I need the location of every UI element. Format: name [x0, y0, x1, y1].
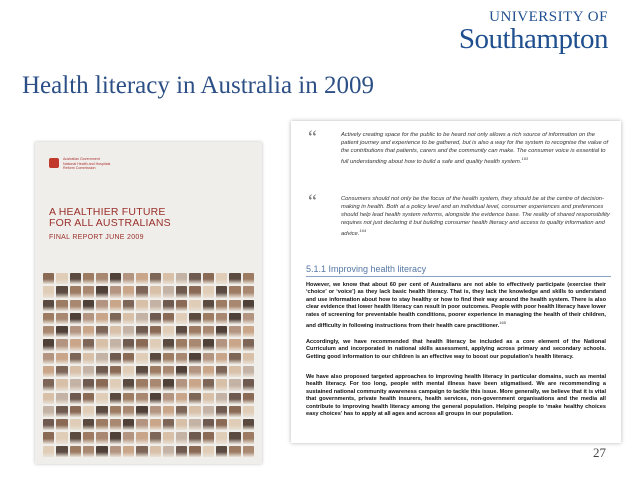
section-divider: [306, 276, 611, 277]
portrait-tile: [229, 313, 240, 324]
university-logo: [459, 10, 608, 53]
portrait-tile: [110, 326, 121, 337]
quote-1-ref: 163: [521, 156, 529, 161]
portrait-tile: [176, 393, 187, 404]
portrait-tile: [229, 393, 240, 404]
portrait-tile: [216, 366, 227, 377]
portrait-tile: [150, 432, 161, 443]
logo-southampton: Southampton: [458, 23, 608, 55]
portrait-tile: [189, 313, 200, 324]
portrait-tile: [176, 432, 187, 443]
quote-2: [341, 195, 611, 238]
portrait-tile: [229, 273, 240, 284]
portrait-tile: [243, 339, 254, 350]
paragraph-3: [306, 374, 606, 418]
portrait-tile: [70, 313, 81, 324]
portrait-tile: [56, 406, 67, 417]
portrait-tile: [136, 339, 147, 350]
portrait-tile: [203, 326, 214, 337]
portrait-tile: [150, 379, 161, 390]
portrait-tile: [136, 419, 147, 430]
portrait-tile: [123, 406, 134, 417]
portrait-tile: [150, 393, 161, 404]
portrait-tile: [150, 446, 161, 457]
portrait-tile: [43, 353, 54, 364]
portrait-tile: [110, 446, 121, 457]
portrait-tile: [123, 273, 134, 284]
portrait-tile: [43, 300, 54, 311]
portrait-tile: [163, 300, 174, 311]
portrait-tile: [243, 286, 254, 297]
report-page-image: [291, 121, 621, 443]
portrait-tile: [136, 273, 147, 284]
portrait-tile: [176, 300, 187, 311]
portrait-tile: [189, 273, 200, 284]
portrait-tile: [163, 326, 174, 337]
portrait-tile: [216, 393, 227, 404]
portrait-tile: [43, 419, 54, 430]
portrait-tile: [96, 406, 107, 417]
portrait-tile: [43, 286, 54, 297]
portrait-tile: [43, 326, 54, 337]
portrait-tile: [83, 326, 94, 337]
paragraph-2: [306, 339, 606, 361]
portrait-tile: [123, 379, 134, 390]
quote-1: [341, 131, 611, 166]
portrait-tile: [176, 366, 187, 377]
portrait-tile: [176, 286, 187, 297]
portrait-tile: [203, 286, 214, 297]
portrait-tile: [110, 300, 121, 311]
portrait-tile: [189, 353, 200, 364]
portrait-tile: [83, 406, 94, 417]
portrait-tile: [203, 379, 214, 390]
portrait-tile: [203, 313, 214, 324]
portrait-tile: [110, 353, 121, 364]
portrait-tile: [229, 300, 240, 311]
portrait-tile: [229, 286, 240, 297]
portrait-tile: [163, 432, 174, 443]
portrait-tile: [110, 366, 121, 377]
portrait-tile: [136, 379, 147, 390]
portrait-tile: [123, 419, 134, 430]
portrait-tile: [216, 273, 227, 284]
portrait-tile: [216, 286, 227, 297]
portrait-tile: [70, 446, 81, 457]
report-cover-image: [35, 142, 262, 464]
portrait-tile: [43, 406, 54, 417]
portrait-tile: [136, 366, 147, 377]
portrait-tile: [43, 379, 54, 390]
portrait-tile: [43, 446, 54, 457]
portrait-tile: [163, 286, 174, 297]
portrait-tile: [203, 339, 214, 350]
portrait-tile: [56, 379, 67, 390]
portrait-tile: [203, 353, 214, 364]
gov-line-1: Australian Government: [63, 157, 100, 161]
portrait-tile: [83, 286, 94, 297]
portrait-tile: [203, 273, 214, 284]
portrait-tile: [163, 379, 174, 390]
paragraph-3-e: has to apply at all ages and across all groups in our population.: [342, 411, 514, 418]
paragraph-2-highlight: health literacy be included as a core element of the National Curriculum: [306, 339, 606, 353]
portrait-tile: [189, 326, 200, 337]
portrait-tile: [96, 353, 107, 364]
portrait-tile: [70, 273, 81, 284]
paragraph-3-highlight-2: Helping people to ‘make healthy choices easy choices’: [306, 403, 606, 418]
portrait-tile: [243, 432, 254, 443]
portrait-tile: [163, 446, 174, 457]
portrait-tile: [136, 393, 147, 404]
portrait-tile: [123, 353, 134, 364]
portrait-tile: [176, 379, 187, 390]
portrait-tile: [83, 393, 94, 404]
portrait-tile: [243, 393, 254, 404]
quote-mark-2: “: [308, 191, 317, 213]
portrait-tile: [96, 419, 107, 430]
portrait-tile: [216, 446, 227, 457]
portrait-tile: [189, 286, 200, 297]
portrait-tile: [189, 379, 200, 390]
portrait-tile: [216, 406, 227, 417]
portrait-tile: [176, 419, 187, 430]
portrait-tile: [96, 339, 107, 350]
portrait-tile: [56, 432, 67, 443]
portrait-tile: [70, 353, 81, 364]
slide-title: Health literacy in Australia in 2009: [22, 72, 374, 99]
portrait-tile: [163, 406, 174, 417]
portrait-tile: [70, 432, 81, 443]
portrait-tile: [243, 406, 254, 417]
portrait-tile: [150, 313, 161, 324]
paragraph-2-c: and incorporated in national skills assessment, applying across primary and secondary schools. Getting good information to our children is an effective way to boost our population’s health literacy.: [306, 346, 606, 360]
portrait-tile: [189, 406, 200, 417]
portrait-tile: [216, 419, 227, 430]
coat-of-arms-icon: [49, 158, 59, 168]
quote-1-text: Actively creating space for the public to be heard not only allows a rich source of information on the patient journey and experience to be gathered, but is also a way for the system to recognise the value of the contributions that patients, carers and the community can make. The consumer voice is essential to full understanding about how to build a safe and quality health system.: [341, 132, 609, 165]
portrait-tile: [189, 366, 200, 377]
portrait-tile: [70, 393, 81, 404]
portrait-tile: [110, 393, 121, 404]
portrait-tile: [96, 313, 107, 324]
portrait-tile: [43, 366, 54, 377]
portrait-tile: [123, 393, 134, 404]
portrait-tile: [163, 339, 174, 350]
portrait-tile: [229, 326, 240, 337]
portrait-tile: [229, 379, 240, 390]
portrait-tile: [229, 406, 240, 417]
portrait-tile: [229, 446, 240, 457]
portrait-tile: [243, 379, 254, 390]
portrait-tile: [203, 419, 214, 430]
page-number: 27: [593, 445, 606, 460]
portrait-tile: [189, 446, 200, 457]
portrait-tile: [123, 286, 134, 297]
portrait-tile: [229, 366, 240, 377]
cover-title-line-1: A HEALTHIER FUTURE: [49, 206, 166, 218]
gov-line-3: Reform Commission: [63, 166, 96, 170]
portrait-tile: [150, 353, 161, 364]
cover-subtitle: FINAL REPORT JUNE 2009: [49, 234, 144, 241]
portrait-tile: [83, 300, 94, 311]
portrait-tile: [136, 432, 147, 443]
portrait-tile: [123, 366, 134, 377]
paragraph-3-c: . For too long, people with mental illness have been stigmatised. We are recommending a sustained national community awareness campaign to tackle this issue. More generally, we believe that it is vital that governments, private health insurers, health services, non-government organisations and the media all contribute to improving health literacy among the general population.: [306, 381, 607, 410]
portrait-tile: [136, 353, 147, 364]
cover-title: [49, 207, 171, 229]
portrait-tile: [70, 406, 81, 417]
portrait-tile: [203, 446, 214, 457]
portrait-tile: [110, 313, 121, 324]
portrait-tile: [243, 446, 254, 457]
portrait-tile: [189, 393, 200, 404]
portrait-tile: [83, 273, 94, 284]
portrait-tile: [83, 353, 94, 364]
portrait-tile: [123, 339, 134, 350]
portrait-tile: [96, 273, 107, 284]
portrait-tile: [203, 393, 214, 404]
portrait-tile: [110, 273, 121, 284]
portrait-tile: [83, 446, 94, 457]
portrait-tile: [176, 353, 187, 364]
portrait-tile: [216, 379, 227, 390]
portrait-tile: [243, 273, 254, 284]
paragraph-1-ref: 165: [499, 320, 507, 326]
portrait-tile: [123, 432, 134, 443]
portrait-tile: [56, 286, 67, 297]
portrait-tile: [136, 326, 147, 337]
portrait-tile: [110, 406, 121, 417]
portrait-tile: [123, 446, 134, 457]
paragraph-3-a: We have also proposed targeted approaches to: [306, 374, 436, 380]
portrait-tile: [243, 419, 254, 430]
portrait-tile: [229, 353, 240, 364]
portrait-tile: [56, 446, 67, 457]
portrait-tile: [189, 300, 200, 311]
portrait-tile: [150, 326, 161, 337]
portrait-tile: [243, 300, 254, 311]
portrait-tile: [150, 286, 161, 297]
portrait-tile: [203, 406, 214, 417]
portrait-tile: [110, 419, 121, 430]
portrait-tile: [56, 353, 67, 364]
portrait-tile: [136, 313, 147, 324]
portrait-tile: [150, 406, 161, 417]
portrait-tile: [176, 339, 187, 350]
portrait-tile: [176, 326, 187, 337]
portrait-tile: [136, 446, 147, 457]
portrait-tile: [70, 419, 81, 430]
portrait-tile: [243, 326, 254, 337]
portrait-tile: [43, 313, 54, 324]
portrait-tile: [176, 273, 187, 284]
portrait-tile: [136, 406, 147, 417]
portrait-tile: [96, 446, 107, 457]
portrait-tile: [150, 366, 161, 377]
portrait-tile: [163, 273, 174, 284]
portrait-tile: [83, 339, 94, 350]
portrait-tile: [96, 432, 107, 443]
portrait-tile: [243, 366, 254, 377]
portrait-tile: [203, 366, 214, 377]
portrait-tile: [56, 419, 67, 430]
portrait-tile: [70, 300, 81, 311]
portrait-tile: [189, 339, 200, 350]
portrait-tile: [150, 339, 161, 350]
portrait-tile: [83, 432, 94, 443]
portrait-tile: [136, 300, 147, 311]
portrait-tile: [56, 366, 67, 377]
section-heading: 5.1.1 Improving health literacy: [306, 264, 427, 274]
portrait-tile: [229, 339, 240, 350]
portrait-tile: [216, 313, 227, 324]
portrait-tile: [96, 366, 107, 377]
portrait-tile: [70, 339, 81, 350]
portrait-tile: [96, 300, 107, 311]
portrait-tile: [216, 300, 227, 311]
portrait-tile: [123, 326, 134, 337]
portrait-tile: [83, 379, 94, 390]
portrait-tile: [70, 286, 81, 297]
portrait-tile: [150, 300, 161, 311]
portrait-tile: [43, 339, 54, 350]
paragraph-2-a: Accordingly, we have recommended that: [306, 339, 427, 345]
portrait-tile: [189, 419, 200, 430]
portrait-tile: [70, 326, 81, 337]
quote-2-text: Consumers should not only be the focus of the health system, they should be at the centre of decision-making in health. Both at a policy level and an individual level, consumer experiences and preferences should help lead health system reforms, alongside the evidence base. The reality of shared responsibility requires not just declaring it but building consumer health literacy and access to quality information and advice.: [341, 196, 610, 237]
quote-2-ref: 164: [359, 228, 367, 233]
portrait-tile: [189, 432, 200, 443]
portrait-tile: [203, 300, 214, 311]
portrait-tile: [176, 446, 187, 457]
portrait-tile: [56, 393, 67, 404]
government-label: [63, 157, 110, 171]
portrait-tile: [43, 393, 54, 404]
portrait-tile: [110, 286, 121, 297]
portrait-tile: [96, 393, 107, 404]
portrait-tile: [56, 326, 67, 337]
cover-title-line-2: FOR ALL AUSTRALIANS: [49, 217, 171, 229]
portrait-tile: [110, 339, 121, 350]
portrait-tile: [150, 273, 161, 284]
portrait-tile: [83, 313, 94, 324]
portrait-tile: [176, 313, 187, 324]
portrait-tile: [96, 379, 107, 390]
portrait-tile: [43, 273, 54, 284]
portrait-tile: [176, 406, 187, 417]
portrait-tile: [96, 326, 107, 337]
portrait-tile: [110, 432, 121, 443]
portrait-tile: [163, 393, 174, 404]
portrait-tile: [83, 366, 94, 377]
quote-mark-1: “: [308, 127, 317, 149]
paragraph-1-text: However, we know that about 60 per cent of Australians are not able to effectively participate (exercise their ‘choice’ or ‘voice’) as they lack basic health literacy. That is, they lack the knowledge and skills to understand and use information about how to stay healthy or how to find their way around the health system. There is also clear evidence that lower health literacy can result in poor outcomes. People with poor health literacy have lower rates of screening for preventable health conditions, poorer experience in managing the health of their children, and difficulty in following instructions from their health care practitioner.: [306, 282, 606, 329]
portrait-tile: [216, 432, 227, 443]
gov-line-2: National Health and Hospitals: [63, 161, 111, 166]
portrait-tile: [229, 419, 240, 430]
portrait-tile: [110, 379, 121, 390]
portrait-tile: [56, 339, 67, 350]
portrait-tile: [123, 300, 134, 311]
portrait-tile: [216, 339, 227, 350]
portrait-tile: [123, 313, 134, 324]
portrait-tile: [216, 353, 227, 364]
portrait-tile: [56, 273, 67, 284]
portrait-tile: [243, 353, 254, 364]
portrait-tile: [150, 419, 161, 430]
portrait-tile: [70, 379, 81, 390]
portrait-tile: [56, 300, 67, 311]
portrait-mosaic: [43, 273, 254, 457]
portrait-tile: [203, 432, 214, 443]
portrait-tile: [163, 419, 174, 430]
portrait-tile: [43, 432, 54, 443]
portrait-tile: [229, 432, 240, 443]
portrait-tile: [83, 419, 94, 430]
portrait-tile: [163, 366, 174, 377]
logo-university-of: UNIVERSITY OF: [489, 9, 608, 25]
portrait-tile: [243, 313, 254, 324]
paragraph-1: [306, 282, 606, 330]
portrait-tile: [136, 286, 147, 297]
portrait-tile: [163, 313, 174, 324]
portrait-tile: [56, 313, 67, 324]
portrait-tile: [163, 353, 174, 364]
portrait-tile: [70, 366, 81, 377]
portrait-tile: [216, 326, 227, 337]
portrait-tile: [96, 286, 107, 297]
paragraph-3-highlight: improving health literacy in particular domains, such as mental health literacy: [306, 374, 607, 388]
